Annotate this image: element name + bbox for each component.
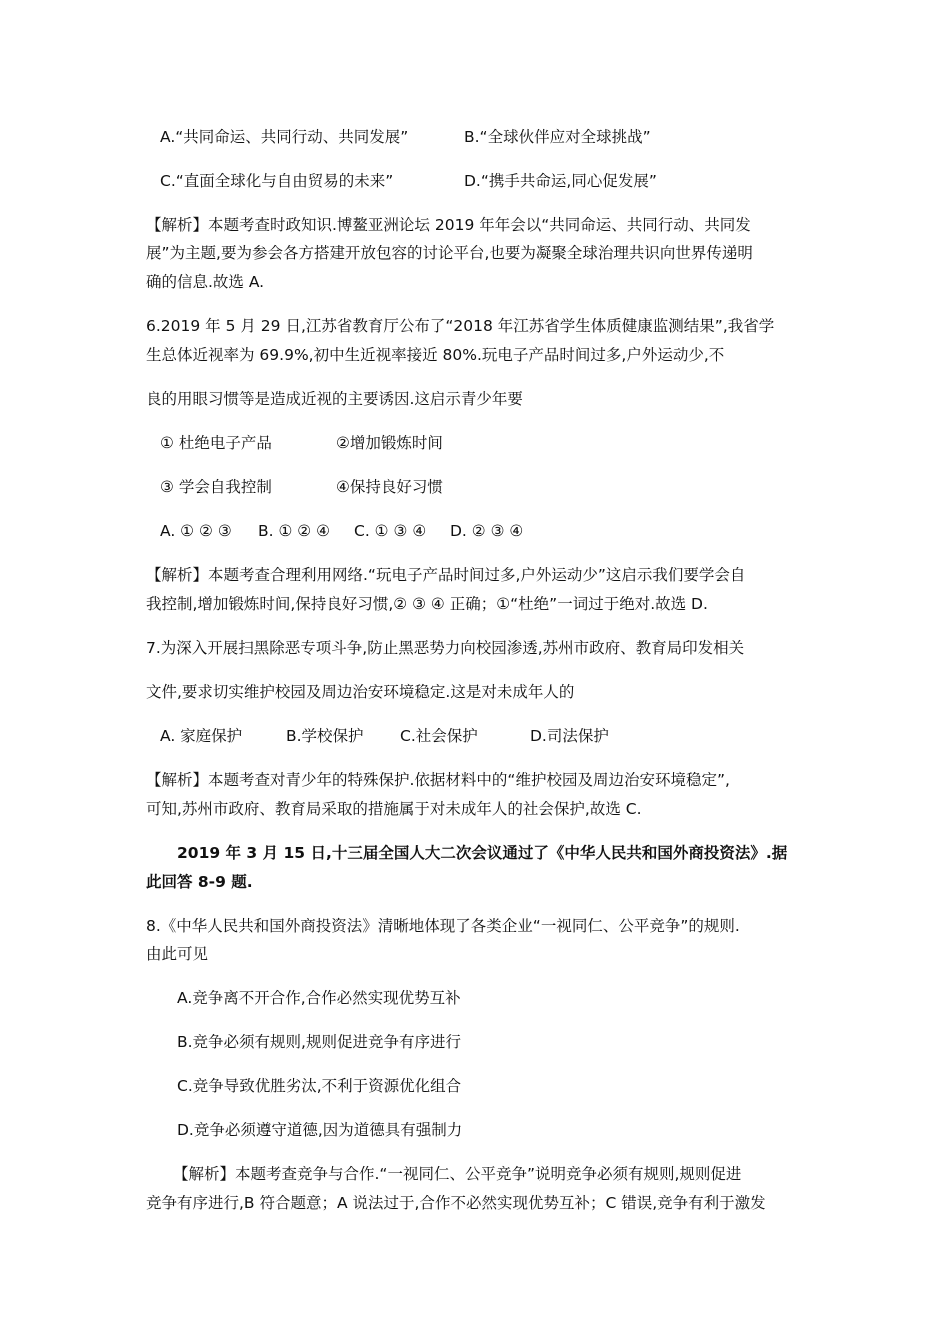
q8-stem-line-2: 由此可见 [146,945,209,963]
q6-stem-line-2: 生总体近视率为 69.9%,初中生近视率接近 80%.玩电子产品时间过多,户外运动少,不 [146,346,725,364]
q7-analysis-line-2: 可知,苏州市政府、教育局采取的措施属于对未成年人的社会保护,故选 C. [146,800,642,818]
q8-option-a: A.竞争离不开合作,合作必然实现优势互补 [177,989,461,1007]
q6-stem-line-3: 良的用眼习惯等是造成近视的主要诱因.这启示青少年要 [146,390,523,408]
q8-stem-line-1: 8.《中华人民共和国外商投资法》清晰地体现了各类企业“一视同仁、公平竞争”的规则. [146,917,740,935]
q7-stem-line-2: 文件,要求切实维护校园及周边治安环境稳定.这是对未成年人的 [146,683,575,701]
q6-analysis-line-1: 【解析】本题考查合理利用网络.“玩电子产品时间过多,户外运动少”这启示我们要学会自 [146,566,746,584]
q8-option-d: D.竞争必须遵守道德,因为道德具有强制力 [177,1121,463,1139]
q6-item-2: ②增加锻炼时间 [336,434,443,452]
q7-option-c: C.社会保护 [400,727,478,745]
q7-stem-line-1: 7.为深入开展扫黑除恶专项斗争,防止黑恶势力向校园渗透,苏州市政府、教育局印发相关 [146,639,745,657]
q8-option-c: C.竞争导致优胜劣汰,不利于资源优化组合 [177,1077,462,1095]
intro-8-9-line-2: 此回答 8-9 题. [146,873,253,891]
q5-option-c: C.“直面全球化与自由贸易的未来” [160,172,394,190]
q6-option-a: A. ① ② ③ [160,522,232,540]
intro-8-9-line-1: 2019 年 3 月 15 日,十三届全国人大二次会议通过了《中华人民共和国外商投资法》.据 [177,844,788,862]
q5-option-a: A.“共同命运、共同行动、共同发展” [160,128,409,146]
q7-option-b: B.学校保护 [286,727,364,745]
q5-analysis-line-3: 确的信息.故选 A. [146,273,265,291]
q8-analysis-line-1: 【解析】本题考查竞争与合作.“一视同仁、公平竞争”说明竞争必须有规则,规则促进 [173,1165,742,1183]
q7-option-d: D.司法保护 [530,727,609,745]
q6-item-3: ③ 学会自我控制 [160,478,272,496]
q8-option-b: B.竞争必须有规则,规则促进竞争有序进行 [177,1033,461,1051]
q6-item-4: ④保持良好习惯 [336,478,443,496]
q6-stem-line-1: 6.2019 年 5 月 29 日,江苏省教育厅公布了“2018 年江苏省学生体质健康监测结果”,我省学 [146,317,775,335]
q5-analysis-line-2: 展”为主题,要为参会各方搭建开放包容的讨论平台,也要为凝聚全球治理共识向世界传递明 [146,244,753,262]
q6-item-1: ① 杜绝电子产品 [160,434,272,452]
q7-option-a: A. 家庭保护 [160,727,243,745]
q8-analysis-line-2: 竞争有序进行,B 符合题意；A 说法过于,合作不必然实现优势互补；C 错误,竞争有利于激发 [146,1194,766,1212]
q6-analysis-line-2: 我控制,增加锻炼时间,保持良好习惯,② ③ ④ 正确；①“杜绝”一词过于绝对.故选 D. [146,595,708,613]
q6-option-d: D. ② ③ ④ [450,522,524,540]
q5-option-b: B.“全球伙伴应对全球挑战” [464,128,651,146]
q6-option-c: C. ① ③ ④ [354,522,427,540]
q7-analysis-line-1: 【解析】本题考查对青少年的特殊保护.依据材料中的“维护校园及周边治安环境稳定”, [146,771,730,789]
q5-option-d: D.“携手共命运,同心促发展” [464,172,657,190]
q5-analysis-line-1: 【解析】本题考查时政知识.博鳌亚洲论坛 2019 年年会以“共同命运、共同行动、共同发 [146,216,751,234]
q6-option-b: B. ① ② ④ [258,522,331,540]
